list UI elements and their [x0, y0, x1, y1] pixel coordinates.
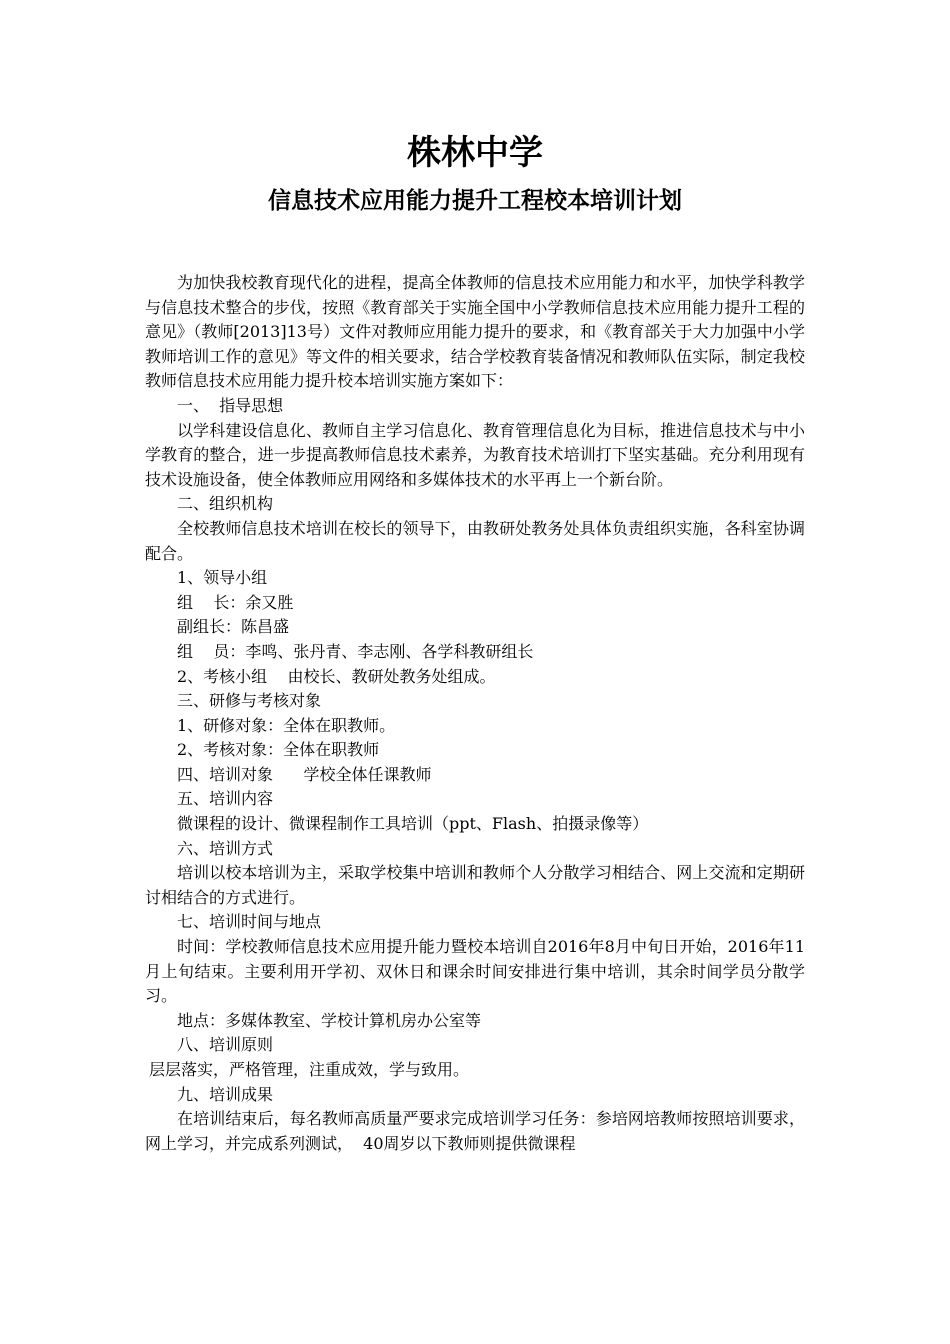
training-principles-line: 层层落实，严格管理，注重成效，学与致用。: [149, 1060, 470, 1079]
training-method-paragraph: 培训以校本培训为主，采取学校集中培训和教师个人分散学习相结合、网上交流和定期研讨相结合的方式进行。: [145, 863, 805, 907]
section-heading-trainees: 四、培训对象 学校全体任课教师: [177, 764, 432, 784]
training-content-line: 微课程的设计、微课程制作工具培训（ppt、Flash、拍摄录像等）: [177, 814, 649, 834]
section-heading-time-place: 七、培训时间与地点: [177, 912, 322, 932]
group-members-line: 组 员：李鸣、张丹青、李志刚、各学科教研组长: [177, 641, 534, 661]
section-heading-results: 九、培训成果: [177, 1084, 274, 1104]
deputy-leader-line: 副组长：陈昌盛: [177, 617, 290, 637]
section-heading-organization: 二、组织机构: [177, 494, 274, 514]
section-heading-content: 五、培训内容: [177, 789, 274, 809]
section-heading-principles: 八、培训原则: [177, 1035, 274, 1055]
guiding-thought-paragraph: 以学科建设信息化、教师自主学习信息化、教育管理信息化为目标，推进信息技术与中小学教育的整合，进一步提高教师信息技术素养，为教育技术培训打下坚实基础。充分利用现有技术设施设备，使全体教师应用网络和多媒体技术的水平再上一个新台阶。: [145, 420, 805, 489]
training-results-paragraph: 在培训结束后，每名教师高质量严要求完成培训学习任务：参培网培教师按照培训要求，网上学习，并完成系列测试， 40周岁以下教师则提供微课程: [145, 1109, 805, 1153]
assessment-group-line: 2、考核小组 由校长、教研处教务处组成。: [177, 666, 496, 686]
document-body: [145, 271, 805, 1156]
document-subtitle: 信息技术应用能力提升工程校本培训计划: [268, 188, 682, 214]
group-leader-line: 组 长：余又胜: [177, 592, 294, 612]
training-time-paragraph: 时间：学校教师信息技术应用提升能力暨校本培训自2016年8月中旬日开始，2016年11月上旬结束。主要利用开学初、双休日和课余时间安排进行集中培训，其余时间学员分散学习。: [145, 937, 805, 1006]
document-title: 株林中学: [407, 133, 543, 173]
section-heading-method: 六、培训方式: [177, 838, 274, 858]
study-target-line: 1、研修对象：全体在职教师。: [177, 715, 396, 735]
assessment-target-line: 2、考核对象：全体在职教师: [177, 740, 380, 760]
intro-paragraph: 为加快我校教育现代化的进程，提高全体教师的信息技术应用能力和水平，加快学科教学与信息技术整合的步伐，按照《教育部关于实施全国中小学教师信息技术应用能力提升工程的意见》（教师[2013]13号）文件对教师应用能力提升的要求，和《教育部关于大力加强中小学教师培训工作的意见》等文件的相关要求，结合学校教育装备情况和教师队伍实际，制定我校教师信息技术应用能力提升校本培训实施方案如下：: [145, 273, 805, 391]
training-place-line: 地点：多媒体教室、学校计算机房办公室等: [177, 1010, 482, 1030]
section-heading-guiding-thought: 一、 指导思想: [177, 395, 284, 415]
organization-paragraph: 全校教师信息技术培训在校长的领导下，由教研处教务处具体负责组织实施，各科室协调配合。: [145, 518, 805, 563]
section-heading-targets: 三、研修与考核对象: [177, 691, 322, 711]
leadership-group-heading: 1、领导小组: [177, 568, 268, 588]
